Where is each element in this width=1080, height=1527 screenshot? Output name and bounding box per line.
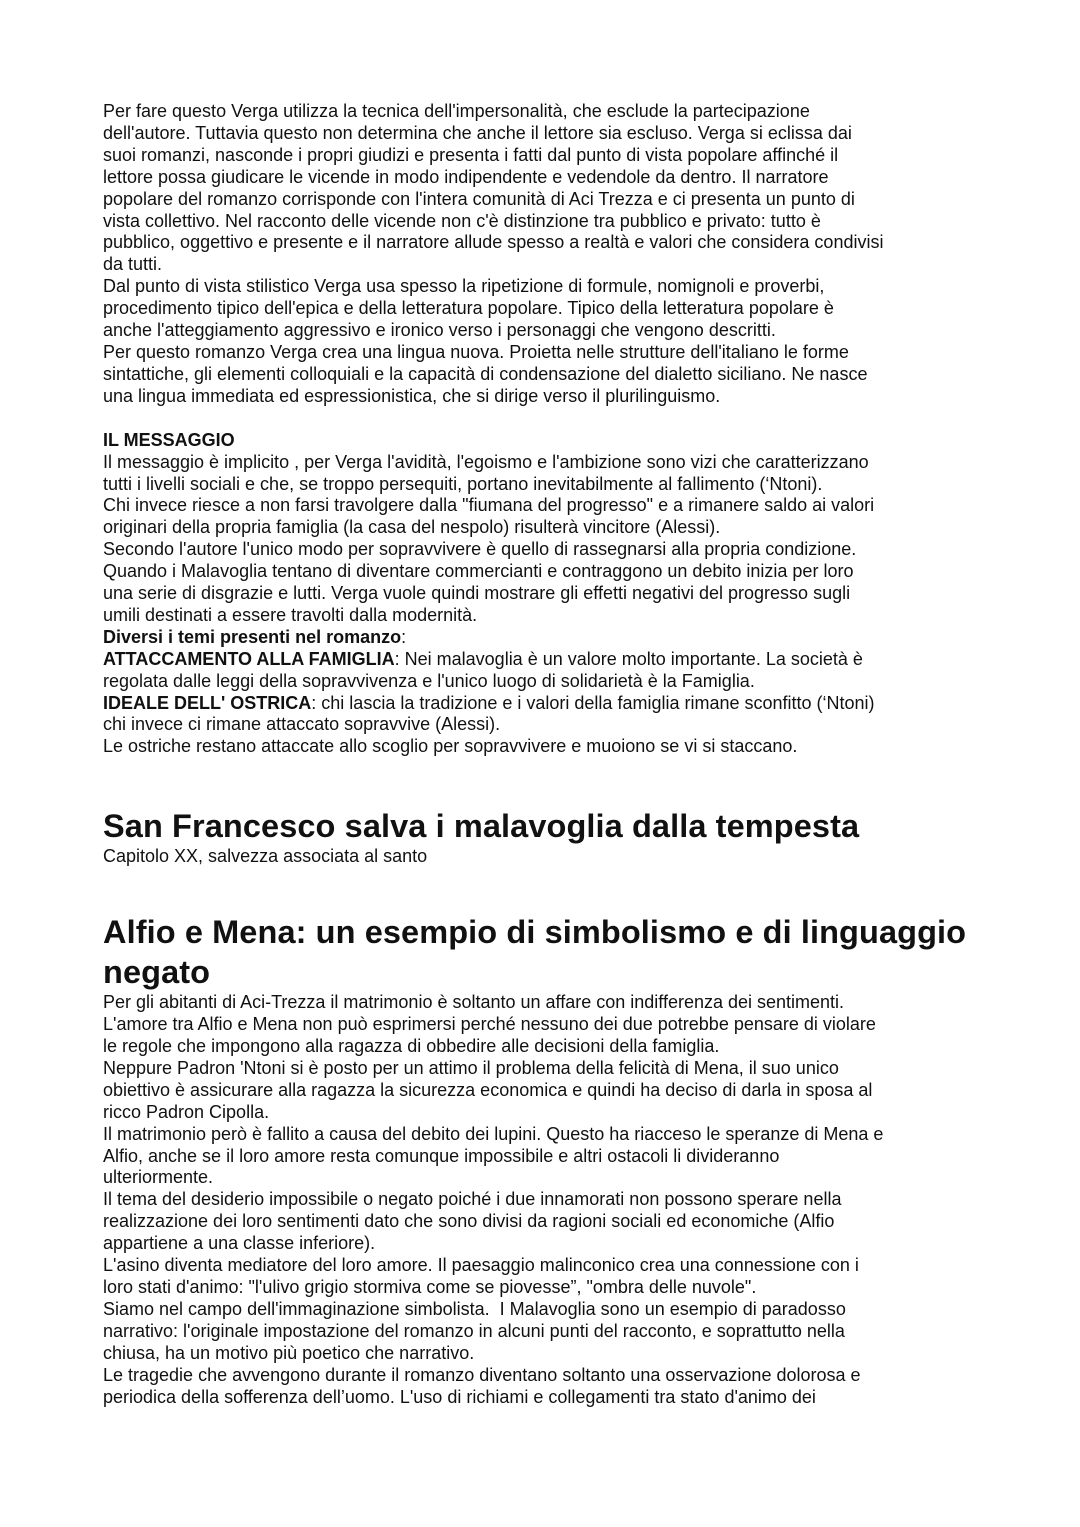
text: popolare del romanzo corrisponde con l'intera comunità di Aci Trezza e ci presenta un punto di (103, 188, 855, 209)
text-line (103, 211, 1080, 233)
text: ricco Padron Cipolla. (103, 1101, 270, 1122)
text: periodica della sofferenza dell’uomo. L'uso di richiami e collegamenti tra stato d'animo dei (103, 1386, 816, 1407)
text: : Nei malavoglia è un valore molto importante. La società è (394, 648, 863, 669)
text: le regole che impongono alla ragazza di obbedire alle decisioni della famiglia. (103, 1036, 720, 1056)
text-line (103, 736, 1080, 758)
text: Le tragedie che avvengono durante il romanzo diventano soltanto una osservazione dolorosa e (103, 1364, 861, 1385)
text: ulteriormente. (103, 1167, 214, 1188)
text: Alfio, anche se il loro amore resta comunque impossibile e altri ostacoli li divideranno (103, 1145, 780, 1166)
text: chiusa, ha un motivo più poetico che narrativo. (103, 1342, 475, 1363)
text-line (103, 1146, 1080, 1168)
text: pubblico, oggettivo e presente e il narratore allude spesso a realtà e valori che considera condivisi (103, 232, 884, 253)
text-line (103, 1080, 1080, 1102)
heading-line: Alfio e Mena: un esempio di simbolismo e di linguaggio (103, 914, 967, 951)
text-line (103, 1189, 1080, 1211)
text-line (103, 298, 1080, 320)
text: narrativo: l'originale impostazione del romanzo in alcuni punti del racconto, e soprattutto nella (103, 1320, 845, 1341)
text: obiettivo è assicurare alla ragazza la sicurezza economica e quindi ha deciso di darla in sposa al (103, 1079, 873, 1100)
bold-text: Diversi i temi presenti nel romanzo (103, 626, 402, 647)
text-line (103, 1321, 1080, 1343)
text-line (103, 627, 1080, 649)
text: realizzazione dei loro sentimenti dato che sono divisi da ragioni sociali ed economiche (Alfio (103, 1211, 835, 1232)
text-line (103, 145, 1080, 167)
text-line (103, 583, 1080, 605)
text-line (103, 320, 1080, 342)
text-line (103, 123, 1080, 145)
text: loro stati d'animo: "l'ulivo grigio stormiva come se piovesse”, "ombra delle nuvole". (103, 1276, 757, 1297)
text: tutti i livelli sociali e che, se troppo persequiti, portano inevitabilmente al fallimento (‘Ntoni). (103, 473, 823, 494)
text-line (103, 714, 1080, 736)
text-line (103, 1058, 1080, 1080)
text: : (401, 626, 407, 647)
messaggio-section (103, 430, 1080, 759)
text-line (103, 1365, 1080, 1387)
text-line (103, 1387, 1080, 1409)
text: Per fare questo Verga utilizza la tecnica dell'impersonalità, che esclude la partecipazione (103, 101, 810, 121)
text-line (103, 1014, 1080, 1036)
san-francesco-subtitle (103, 846, 1080, 868)
text-line (103, 605, 1080, 627)
text: Capitolo XX, salvezza associata al santo (103, 846, 428, 867)
text: Dal punto di vista stilistico Verga usa spesso la ripetizione di formule, nomignoli e proverbi, (103, 276, 825, 297)
text: Chi invece riesce a non farsi travolgere dalla "fiumana del progresso" e a rimanere saldo ai valori (103, 495, 875, 516)
text-line (103, 386, 1080, 408)
text: una serie di disgrazie e lutti. Verga vuole quindi mostrare gli effetti negativi del progresso sugli (103, 583, 851, 604)
text-line (103, 189, 1080, 211)
text: : chi lascia la tradizione e i valori della famiglia rimane sconfitto (‘Ntoni) (311, 692, 875, 713)
text-line (103, 276, 1080, 298)
text-line (103, 517, 1080, 539)
text-line (103, 1233, 1080, 1255)
heading-line: negato (103, 954, 211, 991)
text: Per gli abitanti di Aci-Trezza il matrimonio è soltanto un affare con indifferenza dei sentimenti. (103, 992, 845, 1013)
intro-paragraphs (103, 101, 1080, 408)
bold-text: ATTACCAMENTO ALLA FAMIGLIA (103, 648, 395, 669)
text-line (103, 1277, 1080, 1299)
text-line (103, 101, 1080, 123)
bold-text: IL MESSAGGIO (103, 429, 235, 450)
text-line (103, 342, 1080, 364)
text: chi invece ci rimane attaccato sopravvive (Alessi). (103, 714, 501, 735)
heading-alfio-mena (103, 912, 1080, 992)
bold-text: IDEALE DELL' OSTRICA (103, 692, 312, 713)
text: lettore possa giudicare le vicende in modo indipendente e vedendole da dentro. Il narratore (103, 166, 829, 187)
text: regolata dalle leggi della sopravvivenza e l'unico luogo di solidarietà è la Famiglia. (103, 670, 755, 691)
text: L'amore tra Alfio e Mena non può esprimersi perché nessuno dei due potrebbe pensare di violare (103, 1014, 876, 1035)
text-line (103, 254, 1080, 276)
text: vista collettivo. Nel racconto delle vicende non c'è distinzione tra pubblico e privato: tutto è (103, 210, 821, 231)
text-line (103, 1124, 1080, 1146)
text-line (103, 1102, 1080, 1124)
heading-san-francesco: San Francesco salva i malavoglia dalla tempesta (103, 808, 860, 845)
text-line (103, 1167, 1080, 1189)
text-line (103, 649, 1080, 671)
text: Quando i Malavoglia tentano di diventare commercianti e contraggono un debito inizia per loro (103, 561, 854, 582)
text: Il matrimonio però è fallito a causa del debito dei lupini. Questo ha riacceso le speranze di Mena e (103, 1123, 884, 1144)
document-page (103, 101, 1080, 1408)
text: sintattiche, gli elementi colloquiali e la capacità di condensazione del dialetto siciliano. Ne nasce (103, 363, 868, 384)
text: Il messaggio è implicito , per Verga l'avidità, l'egoismo e l'ambizione sono vizi che caratterizzano (103, 451, 869, 472)
text-line (103, 167, 1080, 189)
text: L'asino diventa mediatore del loro amore. Il paesaggio malinconico crea una connessione con i (103, 1255, 859, 1276)
text: dell'autore. Tuttavia questo non determina che anche il lettore sia escluso. Verga si eclissa dai (103, 122, 852, 143)
text: Neppure Padron 'Ntoni si è posto per un attimo il problema della felicità di Mena, il suo unico (103, 1057, 839, 1078)
text: Secondo l'autore l'unico modo per sopravvivere è quello di rassegnarsi alla propria condizione. (103, 539, 857, 560)
alfio-mena-paragraphs (103, 992, 1080, 1408)
text-line (103, 1299, 1080, 1321)
text-line (103, 1255, 1080, 1277)
text-line (103, 539, 1080, 561)
text-line (103, 430, 1080, 452)
text: anche l'atteggiamento aggressivo e ironico verso i personaggi che vengono descritti. (103, 320, 776, 341)
text-line (103, 1211, 1080, 1233)
text-line (103, 671, 1080, 693)
text-line (103, 693, 1080, 715)
text-line (103, 452, 1080, 474)
text-line (103, 1343, 1080, 1365)
text-line (103, 232, 1080, 254)
text: Le ostriche restano attaccate allo scoglio per sopravvivere e muoiono se vi si staccano. (103, 736, 798, 757)
text: appartiene a una classe inferiore). (103, 1233, 376, 1254)
text-line (103, 474, 1080, 496)
text: originari della propria famiglia (la casa del nespolo) risulterà vincitore (Alessi). (103, 517, 721, 538)
text-line (103, 992, 1080, 1014)
text: da tutti. (103, 254, 163, 275)
text: Siamo nel campo dell'immaginazione simbolista. I Malavoglia sono un esempio di paradosso (103, 1298, 846, 1319)
text-line (103, 1036, 1080, 1058)
text-line (103, 561, 1080, 583)
text-line (103, 364, 1080, 386)
text: procedimento tipico dell'epica e della letteratura popolare. Tipico della letteratura popolare è (103, 298, 834, 319)
text: suoi romanzi, nasconde i propri giudizi e presenta i fatti dal punto di vista popolare affinché il (103, 144, 839, 165)
text-line (103, 495, 1080, 517)
text: una lingua immediata ed espressionistica, che si dirige verso il plurilinguismo. (103, 385, 721, 406)
text: Per questo romanzo Verga crea una lingua nuova. Proietta nelle strutture dell'italiano le forme (103, 341, 849, 362)
text: umili destinati a essere travolti dalla modernità. (103, 604, 478, 625)
text: Il tema del desiderio impossibile o negato poiché i due innamorati non possono sperare nella (103, 1189, 842, 1210)
text-line (103, 846, 1080, 868)
